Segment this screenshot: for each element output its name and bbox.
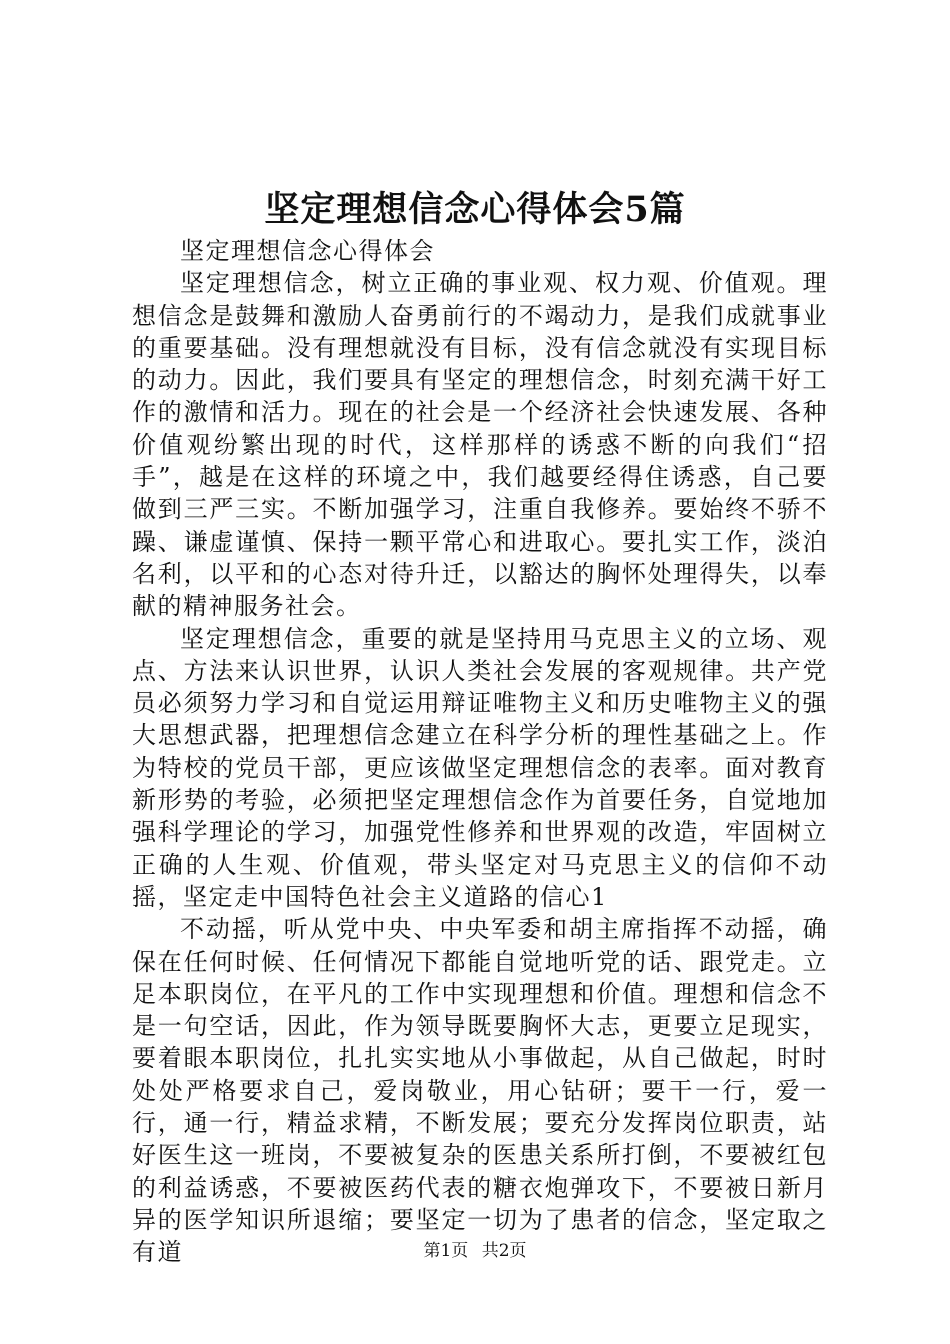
document-title: 坚定理想信念心得体会5篇 [264,189,686,230]
paragraph-subtitle: 坚定理想信念心得体会 [180,237,435,265]
document-body [132,235,828,1269]
page-number-total: 共2页 [481,1241,527,1261]
page-footer [0,1240,950,1262]
page-number-current: 第1页 [423,1241,469,1261]
paragraph-3: 不动摇，听从党中央、中央军委和胡主席指挥不动摇，确保在任何时候、任何情况下都能自觉地听党的话、跟党走。立足本职岗位，在平凡的工作中实现理想和价值。理想和信念不是一句空话，因此，作为领导既要胸怀大志，更要立足现实，要着眼本职岗位，扎扎实实地从小事做起，从自己做起，时时处处严格要求自己，爱岗敬业，用心钻研；要干一行，爱一行，通一行，精益求精，不断发展；要充分发挥岗位职责，站好医生这一班岗，不要被复杂的医患关系所打倒，不要被红包的利益诱惑，不要被医药代表的糖衣炮弹攻下，不要被日新月异的医学知识所退缩；要坚定一切为了患者的信念，坚定取之有道 [132,915,828,1267]
paragraph-2: 坚定理想信念，重要的就是坚持用马克思主义的立场、观点、方法来认识世界，认识人类社会发展的客观规律。共产党员必须努力学习和自觉运用辩证唯物主义和历史唯物主义的强大思想武器，把理想信念建立在科学分析的理性基础之上。作为特校的党员干部，更应该做坚定理想信念的表率。面对教育新形势的考验，必须把坚定理想信念作为首要任务，自觉地加强科学理论的学习，加强党性修养和世界观的改造，牢固树立正确的人生观、价值观，带头坚定对马克思主义的信仰不动摇，坚定走中国特色社会主义道路的信心1 [132,624,828,911]
paragraph-1: 坚定理想信念，树立正确的事业观、权力观、价值观。理想信念是鼓舞和激励人奋勇前行的不竭动力，是我们成就事业的重要基础。没有理想就没有目标，没有信念就没有实现目标的动力。因此，我们要具有坚定的理想信念，时刻充满干好工作的激情和活力。现在的社会是一个经济社会快速发展、各种价值观纷繁出现的时代，这样那样的诱惑不断的向我们“招手”，越是在这样的环境之中，我们越要经得住诱惑，自己要做到三严三实。不断加强学习，注重自我修养。要始终不骄不躁、谦虚谨慎、保持一颗平常心和进取心。要扎实工作，淡泊名利，以平和的心态对待升迁，以豁达的胸怀处理得失，以奉献的精神服务社会。 [132,269,828,621]
